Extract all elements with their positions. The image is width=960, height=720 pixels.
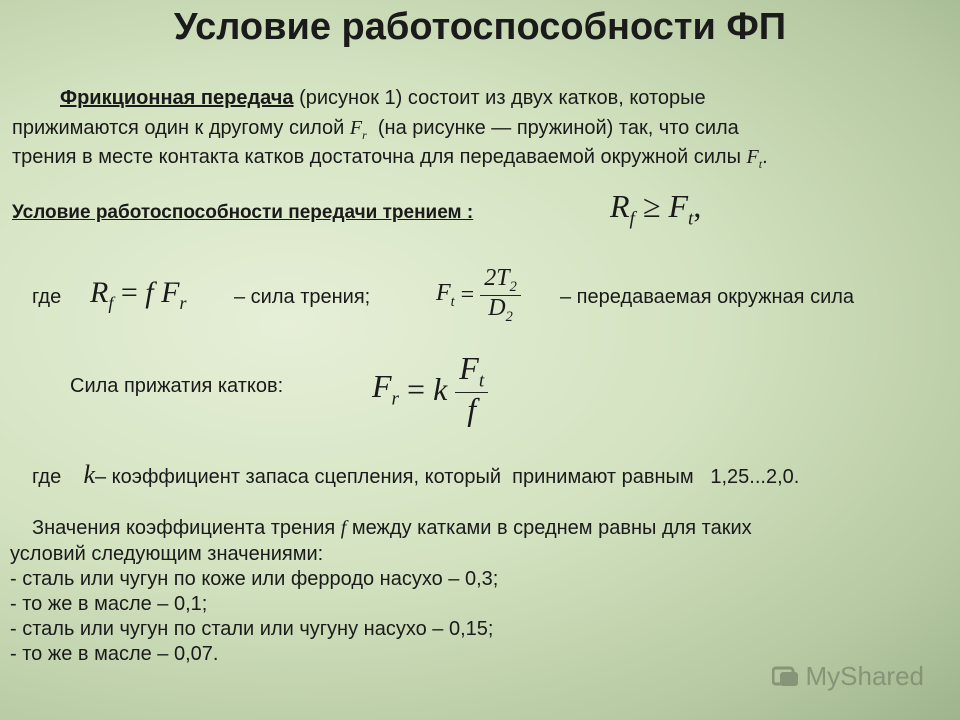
circumferential-force-formula: $F_t$ = $\frac{2T_2}{D_2}$ [436,266,521,325]
intro-line-2-text-b: (на рисунке — пружиной) так, что сила [377,117,739,139]
circumferential-force-desc: – передаваемая окружная сила [560,286,855,308]
myshared-logo-icon [772,665,800,689]
list-item: - сталь или чугун по стали или чугуну насухо – 0,15; [10,618,494,640]
where-2-desc-b: принимают равным [512,466,694,488]
symbol-Ft: $F_t$ [746,146,763,171]
where-2-word: где [32,466,62,488]
symbol-k: k [83,460,95,489]
symbol-F: $F_r$ [349,117,367,142]
intro-rest: состоит из двух катков, которые [407,87,706,109]
list-item: - сталь или чугун по коже или ферродо насухо – 0,3; [10,568,499,590]
watermark [772,661,925,692]
where-2-desc: – коэффициент запаса сцепления, который [94,466,502,488]
press-label: Сила прижатия катков: [70,375,284,397]
values-line-1: Значения коэффициента трения f между катками в среднем равны для таких [32,517,752,539]
symbol-f: f [340,517,347,539]
list-item: - то же в масле – 0,07. [10,643,219,665]
intro-ref: (рисунок 1) [299,87,403,109]
where-1-word: где [32,286,62,308]
page-title: Условие работоспособности ФП [173,6,787,48]
condition-label: Условие работоспособности передачи трением : [12,202,474,223]
intro-term: Фрикционная передача [60,87,294,109]
list-item: - то же в масле – 0,1; [10,593,208,615]
friction-force-desc: – сила трения; [234,286,371,308]
safety-factor-value: 1,25...2,0. [710,466,800,488]
intro-line-1 [60,84,706,112]
condition-formula: $R_f \ge F_t$, [610,188,702,230]
friction-force-formula: $R_f = f$ $F_r$ [90,276,187,313]
intro-line-2-text-a: прижимаются один к другому силой [12,117,345,139]
values-line-2: условий следующим значениями: [10,543,324,565]
intro-line-3-text: трения в месте контакта катков достаточна для передаваемой окружной силы [12,146,741,168]
where-2-line [32,461,799,491]
watermark-text: MyShared [805,661,924,691]
press-force-formula: $F_r$ = k $\frac{F_t}{f}$ [372,352,488,426]
intro-line-3: трения в месте контакта катков достаточна для передаваемой окружной силы $F_t$. [12,146,768,171]
